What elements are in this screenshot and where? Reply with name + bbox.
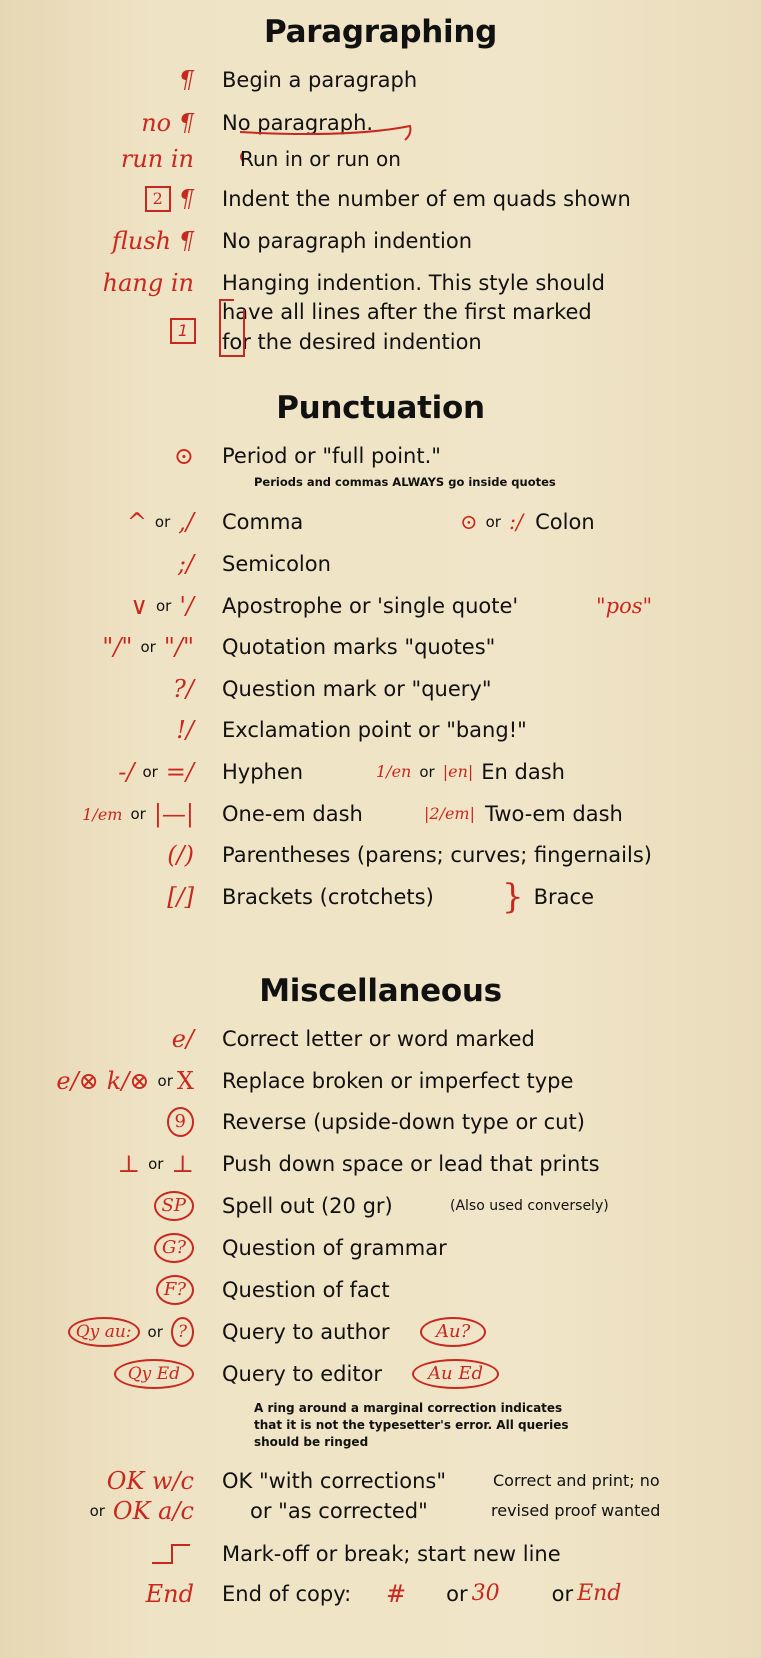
reverse-mark <box>167 1105 194 1139</box>
end-hash-mark: # <box>386 1580 407 1608</box>
desc-push: Push down space or lead that prints <box>222 1152 600 1176</box>
row-correct <box>0 1022 761 1056</box>
desc-brace: Brace <box>533 885 595 909</box>
row-author <box>0 1315 761 1349</box>
desc-markoff: Mark-off or break; start new line <box>222 1542 561 1566</box>
row-hang <box>0 266 761 300</box>
desc-apostrophe: Apostrophe or 'single quote' <box>222 594 519 618</box>
markoff-bracket-icon <box>150 1539 194 1569</box>
ring-note-line3: should be ringed <box>254 1435 369 1449</box>
row-ok-2 <box>0 1494 761 1528</box>
spell-out-mark <box>154 1189 194 1223</box>
desc-no-paragraph: No paragraph. <box>222 111 374 135</box>
query-author-ring-mark: Qy au: <box>68 1317 140 1347</box>
or-label: or <box>419 763 435 781</box>
desc-fact: Question of fact <box>222 1278 390 1302</box>
desc-two-em-dash: Two-em dash <box>485 802 623 826</box>
quotes-mark <box>102 630 194 664</box>
semicolon-mark: ;/ <box>177 550 194 578</box>
pilcrow-mark: ¶ <box>178 66 194 94</box>
exclamation-mark: !/ <box>176 716 194 744</box>
colon-entry <box>460 505 595 539</box>
desc-hang-line1: Hanging indention. This style should <box>222 271 605 295</box>
desc-parens: Parentheses (parens; curves; fingernails) <box>222 843 652 867</box>
double-hyphen-mark: =/ <box>165 758 194 786</box>
desc-exclamation: Exclamation point or "bang!" <box>222 718 527 742</box>
desc-hang-line2: have all lines after the first marked <box>222 300 592 324</box>
desc-semicolon: Semicolon <box>222 552 331 576</box>
brackets-mark: [/] <box>167 883 194 911</box>
end-thirty-mark: 30 <box>471 1581 500 1606</box>
two-em-entry <box>424 797 623 831</box>
row-reverse <box>0 1105 761 1139</box>
replace-x-mark: X <box>176 1067 194 1095</box>
apostrophe-mark <box>130 589 194 623</box>
desc-spell: Spell out (20 gr) <box>222 1194 393 1218</box>
apostrophe-caret-mark: ∨ <box>130 592 148 620</box>
editor-example-ring: Au Ed <box>412 1359 499 1389</box>
colon-slash-mark: :/ <box>508 510 524 534</box>
no-paragraph-mark: no ¶ <box>141 109 194 137</box>
desc-em-dash: One-em dash <box>222 802 363 826</box>
brace-mark: } <box>502 877 524 917</box>
end-mark: End <box>145 1580 194 1608</box>
ring-note-line1: A ring around a marginal correction indicates <box>254 1401 563 1415</box>
row-grammar <box>0 1231 761 1265</box>
row-em-dash <box>0 797 761 831</box>
ok-as-corrected-mark <box>82 1494 194 1528</box>
desc-run-in: Run in or run on <box>240 147 401 171</box>
desc-ok-line1: OK "with corrections" <box>222 1469 446 1493</box>
run-in-mark: run in <box>120 145 194 173</box>
desc-en-dash: En dash <box>481 760 565 784</box>
or-label: or <box>89 1502 105 1520</box>
or-label: or <box>551 1582 574 1606</box>
spell-note: (Also used conversely) <box>450 1198 609 1214</box>
desc-end: End of copy: <box>222 1582 352 1606</box>
hang-indent-box <box>170 318 196 344</box>
row-apostrophe <box>0 589 761 623</box>
en-fraction-mark: 1/en <box>376 762 412 781</box>
desc-hang-line3: for the desired indention <box>222 330 482 354</box>
flush-mark: flush ¶ <box>111 227 194 255</box>
en-dash-entry <box>376 755 565 789</box>
or-label: or <box>147 1323 163 1341</box>
desc-comma: Comma <box>222 510 304 534</box>
row-push <box>0 1147 761 1181</box>
hang-in-mark: hang in <box>102 269 194 297</box>
apostrophe-slash-mark: '/ <box>179 592 194 620</box>
ok-ac-mark: OK a/c <box>112 1497 194 1525</box>
replace-mark <box>56 1064 194 1098</box>
row-end <box>0 1577 761 1611</box>
push-down-alt-mark: ⊥ <box>171 1150 194 1178</box>
apostrophe-example: "pos" <box>596 594 653 618</box>
row-run-in <box>0 142 761 176</box>
comma-mark <box>127 505 194 539</box>
markoff-mark-icon <box>150 1537 194 1571</box>
or-label: or <box>485 513 501 531</box>
colon-circle-mark: ⊙ <box>460 510 478 534</box>
ok-note-line2: revised proof wanted <box>491 1501 661 1520</box>
ok-note-line1: Correct and print; no <box>493 1471 660 1490</box>
query-editor-mark <box>114 1357 194 1391</box>
query-ring-mark: ? <box>171 1317 194 1347</box>
editor-example <box>412 1357 499 1391</box>
or-label: or <box>130 805 146 823</box>
section-title-paragraphing: Paragraphing <box>264 14 497 50</box>
desc-ok-line2: or "as corrected" <box>250 1499 428 1523</box>
row-brackets <box>0 877 761 917</box>
fact-mark <box>156 1273 194 1307</box>
end-examples <box>386 1577 621 1611</box>
row-semicolon <box>0 547 761 581</box>
en-bracket-mark: |en| <box>442 762 474 781</box>
section-title-miscellaneous: Miscellaneous <box>259 973 502 1009</box>
desc-correct: Correct letter or word marked <box>222 1027 535 1051</box>
row-quotes <box>0 630 761 664</box>
period-mark-icon: ⊙ <box>173 442 194 470</box>
period-note: Periods and commas ALWAYS go inside quotes <box>254 475 556 489</box>
row-spell <box>0 1189 761 1223</box>
parens-mark: (/) <box>167 841 194 869</box>
row-ok <box>0 1464 761 1498</box>
row-comma <box>0 505 761 539</box>
push-down-mark <box>117 1147 194 1181</box>
ok-with-corrections-mark: OK w/c <box>106 1467 194 1495</box>
hang-indent-count: 1 <box>170 318 196 344</box>
pilcrow-mark: ¶ <box>178 185 194 213</box>
spell-ring-mark: SP <box>154 1191 194 1221</box>
quotes-caret-mark: "/" <box>102 633 133 661</box>
desc-brackets: Brackets (crotchets) <box>222 885 434 909</box>
desc-question: Question mark or "query" <box>222 677 492 701</box>
hang-bracket-icon <box>214 296 254 366</box>
desc-replace: Replace broken or imperfect type <box>222 1069 574 1093</box>
desc-reverse: Reverse (upside-down type or cut) <box>222 1110 585 1134</box>
two-em-mark: |2/em| <box>424 804 475 823</box>
desc-flush: No paragraph indention <box>222 229 473 253</box>
desc-grammar: Question of grammar <box>222 1236 447 1260</box>
brace-entry <box>502 877 595 917</box>
replace-e-mark: e/⊗ <box>56 1067 99 1095</box>
grammar-mark <box>154 1231 194 1265</box>
row-period <box>0 439 761 473</box>
row-exclamation <box>0 713 761 747</box>
or-label: or <box>140 638 156 656</box>
em-bracket-mark: |—| <box>153 800 194 828</box>
desc-author: Query to author <box>222 1320 390 1344</box>
row-markoff <box>0 1537 761 1571</box>
author-example-ring: Au? <box>420 1317 486 1347</box>
end-word-mark: End <box>577 1581 622 1606</box>
desc-editor: Query to editor <box>222 1362 383 1386</box>
desc-quotes: Quotation marks "quotes" <box>222 635 496 659</box>
or-label: or <box>155 597 172 615</box>
hyphen-slash-mark: -/ <box>118 758 135 786</box>
fact-ring-mark: F? <box>156 1275 194 1305</box>
row-parens <box>0 838 761 872</box>
author-example <box>420 1315 486 1349</box>
em-dash-mark <box>82 797 194 831</box>
desc-begin-paragraph: Begin a paragraph <box>222 68 418 92</box>
replace-k-mark: k/⊗ <box>106 1067 150 1095</box>
question-mark: ?/ <box>173 675 194 703</box>
row-fact <box>0 1273 761 1307</box>
desc-colon: Colon <box>535 510 595 534</box>
section-title-punctuation: Punctuation <box>276 390 485 426</box>
comma-caret-mark: ^ <box>126 508 147 536</box>
query-editor-ring-mark: Qy Ed <box>114 1359 194 1389</box>
row-replace <box>0 1064 761 1098</box>
or-label: or <box>157 1072 173 1090</box>
indent-mark <box>145 182 194 216</box>
or-label: or <box>142 763 158 781</box>
row-question <box>0 672 761 706</box>
desc-hyphen: Hyphen <box>222 760 304 784</box>
em-fraction-mark: 1/em <box>82 804 123 824</box>
row-begin-paragraph <box>0 63 761 97</box>
quotes-slash-mark: "/" <box>163 633 194 661</box>
row-flush <box>0 224 761 258</box>
hyphen-mark <box>118 755 194 789</box>
or-label: or <box>446 1582 468 1606</box>
push-up-mark: ⊥ <box>117 1150 141 1178</box>
desc-indent: Indent the number of em quads shown <box>222 187 631 211</box>
row-indent <box>0 182 761 216</box>
reverse-ring-mark: 9 <box>167 1107 194 1137</box>
desc-period: Period or "full point." <box>222 444 441 468</box>
grammar-ring-mark: G? <box>154 1233 194 1263</box>
row-hyphen <box>0 755 761 789</box>
row-editor <box>0 1357 761 1391</box>
em-quad-count-box: 2 <box>145 186 171 212</box>
comma-slash-mark: ,/ <box>178 508 194 536</box>
or-label: or <box>148 1155 164 1173</box>
or-label: or <box>154 513 171 531</box>
query-author-mark <box>68 1315 194 1349</box>
ring-note-line2: that it is not the typesetter's error. All queries <box>254 1418 569 1432</box>
correct-letter-mark: e/ <box>171 1025 194 1053</box>
